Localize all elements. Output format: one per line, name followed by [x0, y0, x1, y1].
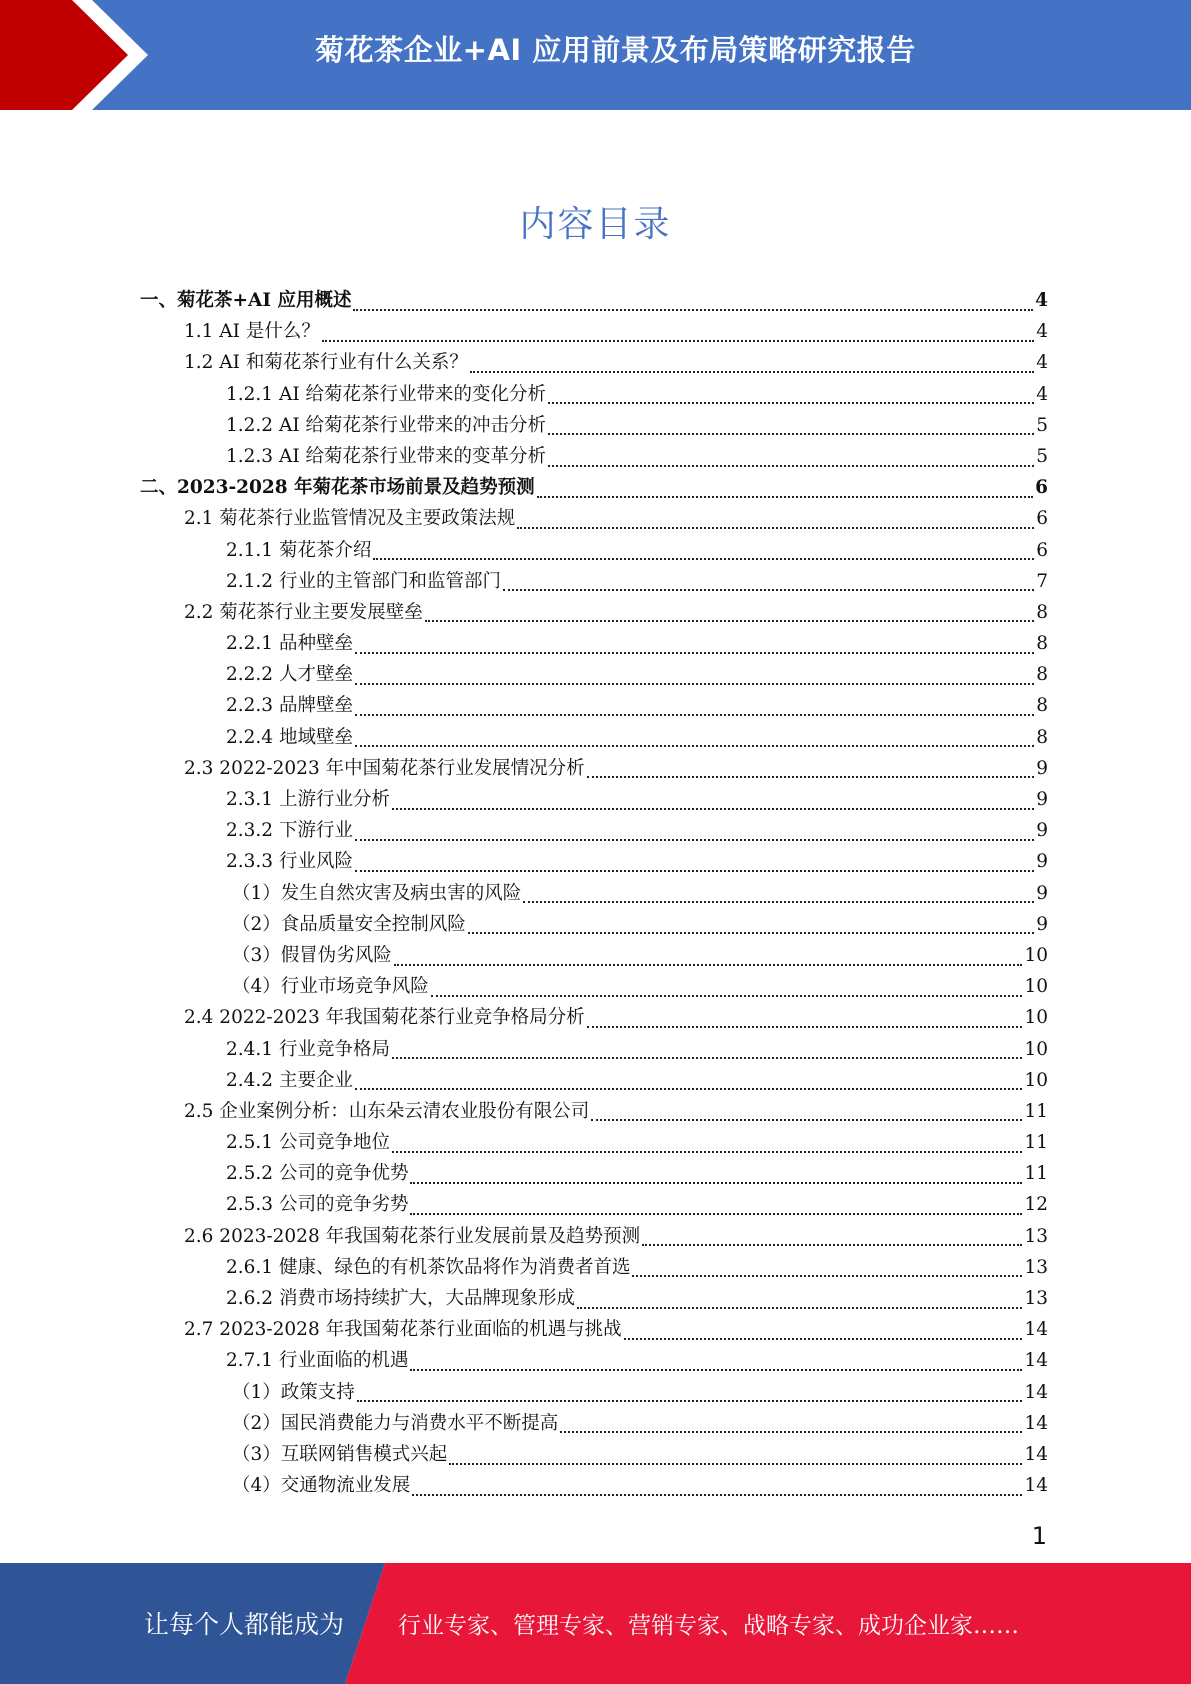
toc-entry-title: 2.5 企业案例分析：山东朵云清农业股份有限公司: [184, 1100, 590, 1122]
toc-entry[interactable]: [140, 660, 1048, 691]
toc-entry-title: 2.5.1 公司竞争地位: [226, 1132, 390, 1154]
toc-dot-leader: [425, 620, 1034, 622]
toc-entry[interactable]: [140, 1003, 1048, 1034]
toc-entry[interactable]: [140, 847, 1048, 878]
report-header-banner: [0, 0, 1191, 110]
toc-entry[interactable]: [140, 785, 1048, 816]
toc-dot-leader: [355, 652, 1034, 654]
toc-dot-leader: [523, 901, 1034, 903]
toc-entry-title: 1.1 AI 是什么？: [184, 321, 320, 343]
toc-entry-page: 9: [1036, 789, 1048, 810]
toc-entry-page: 4: [1036, 321, 1048, 343]
toc-entry-page: 9: [1036, 820, 1048, 842]
toc-dot-leader: [392, 1151, 1022, 1153]
toc-entry[interactable]: [140, 1097, 1048, 1128]
toc-entry-title: 2.4.1 行业竞争格局: [226, 1038, 390, 1060]
toc-entry[interactable]: [140, 754, 1048, 785]
toc-entry-title: （3）假冒伪劣风险: [232, 944, 392, 966]
toc-entry[interactable]: [140, 910, 1048, 941]
toc-entry-page: 14: [1024, 1381, 1048, 1403]
toc-entry-page: 6: [1036, 508, 1048, 530]
toc-entry[interactable]: [140, 879, 1048, 910]
toc-dot-leader: [353, 309, 1033, 311]
footer-slogan-right: 行业专家、管理专家、营销专家、战略专家、成功企业家……: [398, 1613, 1019, 1639]
toc-entry-title: 1.2.3 AI 给菊花茶行业带来的变革分析: [226, 445, 547, 467]
toc-entry-title: 二、2023-2028 年菊花茶市场前景及趋势预测: [140, 477, 535, 499]
toc-entry-title: （1）政策支持: [232, 1381, 355, 1403]
toc-entry-page: 10: [1024, 944, 1048, 966]
toc-entry-title: 1.2.1 AI 给菊花茶行业带来的变化分析: [226, 383, 547, 405]
toc-dot-leader: [537, 496, 1034, 498]
toc-dot-leader: [548, 402, 1034, 404]
toc-entry-title: 2.2 菊花茶行业主要发展壁垒: [184, 601, 423, 623]
report-title: 菊花茶企业+AI 应用前景及布局策略研究报告: [315, 33, 916, 67]
toc-entry-page: 4: [1035, 290, 1048, 311]
toc-dot-leader: [410, 1369, 1022, 1371]
toc-entry-page: 6: [1036, 539, 1048, 561]
toc-entry[interactable]: [140, 1066, 1048, 1097]
toc-dot-leader: [355, 1088, 1023, 1090]
toc-entry-page: 8: [1036, 695, 1048, 717]
toc-entry-title: 2.2.4 地域壁垒: [226, 726, 353, 748]
toc-entry-page: 8: [1036, 726, 1048, 748]
toc-entry[interactable]: [140, 317, 1048, 348]
toc-entry[interactable]: [140, 442, 1048, 473]
toc-dot-leader: [624, 1338, 1023, 1340]
toc-entry-page: 12: [1024, 1194, 1048, 1216]
toc-dot-leader: [517, 527, 1034, 529]
toc-entry-title: 2.6.2 消费市场持续扩大，大品牌现象形成: [226, 1288, 575, 1309]
toc-dot-leader: [392, 808, 1034, 810]
toc-entry-title: （3）互联网销售模式兴起: [232, 1443, 448, 1465]
footer-banner: [0, 1563, 1191, 1684]
toc-entry[interactable]: [140, 473, 1048, 504]
toc-entry[interactable]: [140, 380, 1048, 411]
toc-entry-page: 5: [1036, 445, 1048, 467]
toc-entry[interactable]: [140, 1190, 1048, 1221]
toc-entry-page: 8: [1036, 633, 1048, 655]
toc-dot-leader: [431, 995, 1023, 997]
toc-entry-page: 6: [1035, 477, 1048, 499]
toc-entry[interactable]: [140, 1471, 1048, 1502]
toc-dot-leader: [587, 1026, 1023, 1028]
toc-entry-title: 2.3.1 上游行业分析: [226, 789, 390, 810]
toc-entry[interactable]: [140, 629, 1048, 660]
toc-entry[interactable]: [140, 536, 1048, 567]
toc-dot-leader: [591, 1119, 1022, 1121]
toc-entry[interactable]: [140, 1128, 1048, 1159]
toc-entry-page: 10: [1024, 1007, 1048, 1029]
footer-slogan-left: 让每个人都能成为: [144, 1610, 345, 1639]
toc-entry-page: 4: [1036, 383, 1048, 405]
toc-dot-leader: [503, 589, 1034, 591]
toc-entry[interactable]: [140, 504, 1048, 535]
toc-dot-leader: [355, 683, 1034, 685]
toc-dot-leader: [355, 839, 1034, 841]
toc-entry-page: 9: [1036, 882, 1048, 904]
toc-dot-leader: [449, 1463, 1022, 1465]
toc-entry[interactable]: [140, 1253, 1048, 1284]
toc-dot-leader: [392, 1057, 1022, 1059]
toc-dot-leader: [577, 1307, 1022, 1309]
toc-entry[interactable]: [140, 348, 1048, 379]
toc-dot-leader: [632, 1275, 1022, 1277]
toc-entry-title: 2.3 2022-2023 年中国菊花茶行业发展情况分析: [184, 757, 585, 779]
toc-entry-title: 2.2.1 品种壁垒: [226, 633, 353, 655]
toc-entry[interactable]: [140, 941, 1048, 972]
toc-dot-leader: [412, 1494, 1022, 1496]
toc-entry[interactable]: [140, 598, 1048, 629]
toc-dot-leader: [587, 776, 1035, 778]
toc-entry[interactable]: [140, 1284, 1048, 1315]
toc-entry-page: 4: [1036, 352, 1048, 374]
toc-dot-leader: [373, 558, 1034, 560]
toc-entry-title: 2.2.3 品牌壁垒: [226, 695, 353, 717]
toc-dot-leader: [642, 1244, 1022, 1246]
toc-dot-leader: [470, 371, 1034, 373]
toc-entry-page: 11: [1024, 1163, 1048, 1185]
table-of-contents: [140, 286, 1048, 1502]
toc-entry-title: 2.5.2 公司的竞争优势: [226, 1163, 409, 1185]
toc-dot-leader: [355, 870, 1034, 872]
toc-entry-page: 7: [1036, 570, 1048, 592]
toc-dot-leader: [468, 932, 1034, 934]
toc-entry-page: 14: [1024, 1319, 1048, 1341]
toc-entry-title: 2.3.2 下游行业: [226, 820, 353, 842]
toc-entry-page: 14: [1024, 1412, 1048, 1434]
toc-dot-leader: [357, 1400, 1023, 1402]
toc-entry-title: 2.1 菊花茶行业监管情况及主要政策法规: [184, 508, 516, 530]
toc-entry-title: （4）交通物流业发展: [232, 1475, 411, 1497]
toc-entry-title: （2）食品质量安全控制风险: [232, 913, 466, 935]
toc-entry-title: （4）行业市场竞争风险: [232, 976, 429, 998]
toc-entry-title: （1）发生自然灾害及病虫害的风险: [232, 882, 522, 904]
toc-entry-title: 2.4.2 主要企业: [226, 1069, 353, 1091]
toc-entry[interactable]: [140, 567, 1048, 598]
toc-entry[interactable]: [140, 691, 1048, 722]
toc-entry-page: 13: [1024, 1225, 1048, 1247]
toc-dot-leader: [410, 1182, 1022, 1184]
page-number: 1: [1031, 1522, 1047, 1550]
toc-dot-leader: [548, 433, 1034, 435]
toc-entry-page: 11: [1024, 1132, 1048, 1154]
toc-entry-page: 14: [1024, 1475, 1048, 1497]
toc-entry-page: 8: [1036, 664, 1048, 686]
toc-dot-leader: [322, 340, 1034, 342]
toc-entry-page: 14: [1024, 1350, 1048, 1372]
toc-entry-title: （2）国民消费能力与消费水平不断提高: [232, 1412, 559, 1434]
toc-entry[interactable]: [140, 1315, 1048, 1346]
toc-entry-page: 8: [1036, 601, 1048, 623]
toc-dot-leader: [560, 1431, 1022, 1433]
toc-entry-title: 1.2 AI 和菊花茶行业有什么关系？: [184, 352, 468, 374]
toc-entry-title: 2.7.1 行业面临的机遇: [226, 1350, 409, 1372]
toc-dot-leader: [355, 714, 1034, 716]
toc-entry-page: 10: [1024, 976, 1048, 998]
toc-dot-leader: [410, 1213, 1022, 1215]
toc-entry[interactable]: [140, 1035, 1048, 1066]
toc-entry-page: 13: [1024, 1288, 1048, 1309]
toc-entry-title: 1.2.2 AI 给菊花茶行业带来的冲击分析: [226, 414, 547, 436]
toc-entry-title: 2.6.1 健康、绿色的有机茶饮品将作为消费者首选: [226, 1256, 631, 1278]
toc-entry-title: 一、菊花茶+AI 应用概述: [140, 290, 352, 311]
toc-entry[interactable]: [140, 723, 1048, 754]
toc-entry-page: 10: [1024, 1069, 1048, 1091]
toc-entry[interactable]: [140, 1222, 1048, 1253]
toc-entry-page: 11: [1024, 1100, 1048, 1122]
toc-entry-page: 9: [1036, 851, 1048, 873]
toc-dot-leader: [355, 745, 1034, 747]
toc-entry[interactable]: [140, 286, 1048, 317]
toc-entry[interactable]: [140, 1346, 1048, 1377]
toc-entry-title: 2.1.2 行业的主管部门和监管部门: [226, 570, 501, 592]
toc-entry-page: 5: [1036, 414, 1048, 436]
toc-entry-title: 2.5.3 公司的竞争劣势: [226, 1194, 409, 1216]
toc-entry-title: 2.4 2022-2023 年我国菊花茶行业竞争格局分析: [184, 1007, 585, 1029]
toc-entry[interactable]: [140, 972, 1048, 1003]
toc-entry-page: 9: [1036, 757, 1048, 779]
toc-entry-title: 2.2.2 人才壁垒: [226, 664, 353, 686]
toc-entry[interactable]: [140, 1159, 1048, 1190]
toc-entry[interactable]: [140, 1440, 1048, 1471]
toc-entry-page: 13: [1024, 1256, 1048, 1278]
toc-entry[interactable]: [140, 411, 1048, 442]
toc-entry-page: 10: [1024, 1038, 1048, 1060]
toc-dot-leader: [548, 465, 1034, 467]
toc-entry[interactable]: [140, 816, 1048, 847]
toc-entry-title: 2.7 2023-2028 年我国菊花茶行业面临的机遇与挑战: [184, 1319, 622, 1341]
toc-entry-page: 14: [1024, 1443, 1048, 1465]
toc-entry-title: 2.6 2023-2028 年我国菊花茶行业发展前景及趋势预测: [184, 1225, 641, 1247]
toc-entry-page: 9: [1036, 913, 1048, 935]
toc-entry[interactable]: [140, 1409, 1048, 1440]
toc-heading: 内容目录: [519, 204, 672, 245]
toc-dot-leader: [394, 964, 1023, 966]
toc-entry-title: 2.3.3 行业风险: [226, 851, 353, 873]
toc-entry[interactable]: [140, 1378, 1048, 1409]
toc-entry-title: 2.1.1 菊花茶介绍: [226, 539, 372, 561]
